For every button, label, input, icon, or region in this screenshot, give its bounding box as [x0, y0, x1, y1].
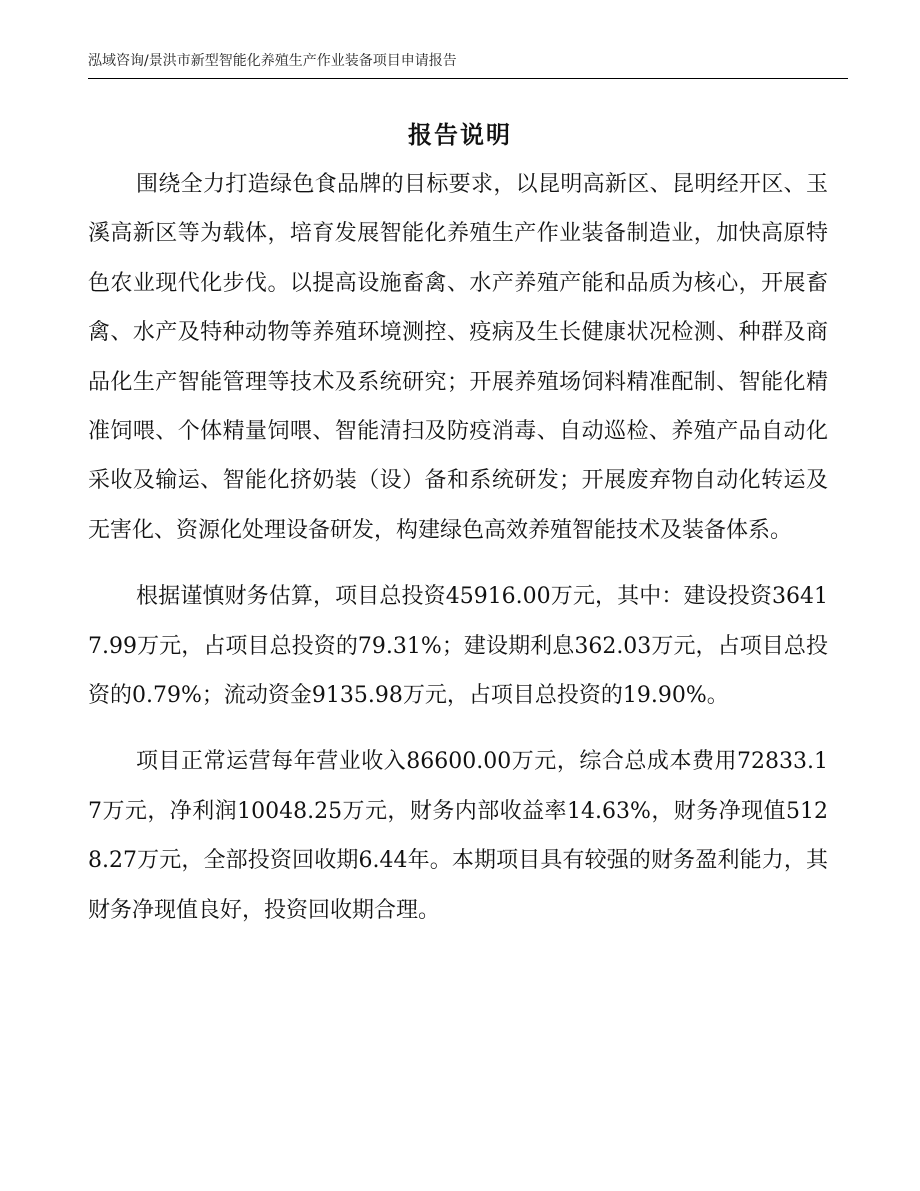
paragraph-financials: 项目正常运营每年营业收入86600.00万元，综合总成本费用72833.17万元，净利润10048.25万元，财务内部收益率14.63%，财务净现值5128.27万元，全部投资回收期6.44年。本期项目具有较强的财务盈利能力，其财务净现值良好，投资回收期合理。	[88, 749, 828, 923]
report-body	[88, 160, 828, 952]
header-divider	[88, 78, 848, 79]
page-title: 报告说明	[408, 121, 512, 149]
paragraph-overview: 围绕全力打造绿色食品牌的目标要求，以昆明高新区、昆明经开区、玉溪高新区等为载体，培育发展智能化养殖生产作业装备制造业，加快高原特色农业现代化步伐。以提高设施畜禽、水产养殖产能和品质为核心，开展畜禽、水产及特种动物等养殖环境测控、疫病及生长健康状况检测、种群及商品化生产智能管理等技术及系统研究；开展养殖场饲料精准配制、智能化精准饲喂、个体精量饲喂、智能清扫及防疫消毒、自动巡检、养殖产品自动化采收及输运、智能化挤奶装（设）备和系统研发；开展废弃物自动化转运及无害化、资源化处理设备研发，构建绿色高效养殖智能技术及装备体系。	[88, 172, 828, 543]
paragraph-investment: 根据谨慎财务估算，项目总投资45916.00万元，其中：建设投资36417.99万元，占项目总投资的79.31%；建设期利息362.03万元，占项目总投资的0.79%；流动资金9135.98万元，占项目总投资的19.90%。	[88, 584, 828, 709]
page-header: 泓域咨询/景洪市新型智能化养殖生产作业装备项目申请报告	[88, 53, 457, 69]
